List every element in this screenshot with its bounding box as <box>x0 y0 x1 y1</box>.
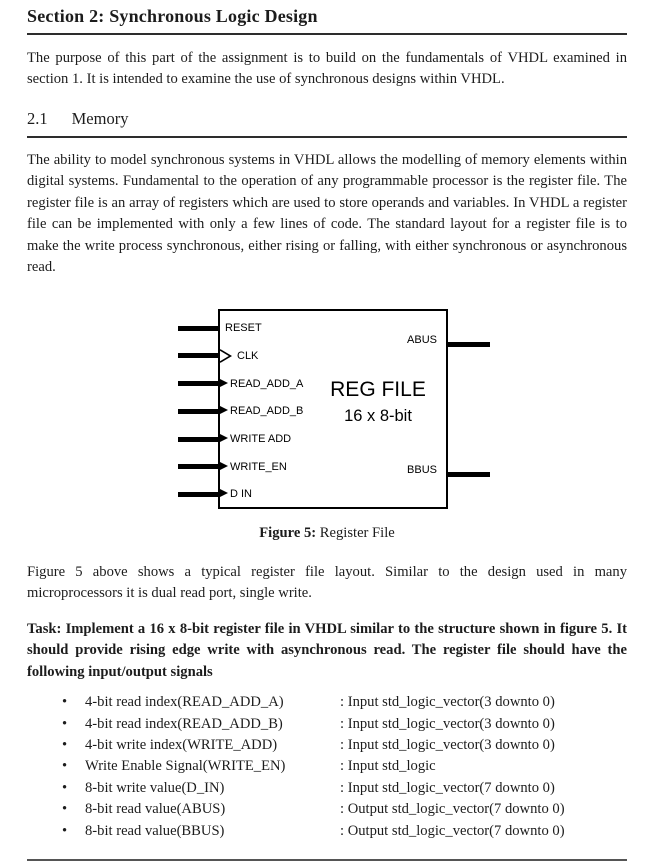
signal-desc: 4-bit read index(READ_ADD_B) <box>85 715 283 732</box>
bullet-icon: • <box>62 737 68 753</box>
subsection-heading <box>27 109 627 129</box>
signal-list-item <box>27 735 627 756</box>
memory-paragraph: The ability to model synchronous systems in VHDL allows the modelling of memory elements within digital systems. Fundamental to the operation of any programmable processor is the register file. The register file is an array of registers which are used to store operands and variables. In VHDL a register file can be implemented with only a few lines of code. The standard layout for a register file is to make the write process synchronous, either rising or falling, with either synchronous or asynchronous read. <box>27 151 627 276</box>
input-arrow-icon <box>220 379 228 387</box>
input-arrow-icon <box>220 489 228 497</box>
signal-list-item <box>27 756 627 777</box>
pin-line-clk <box>178 353 219 358</box>
pin-line-read-add-b <box>178 409 219 414</box>
pin-label-write-en: WRITE_EN <box>230 460 287 473</box>
out-line-bbus <box>447 472 490 477</box>
pin-label-write-add: WRITE ADD <box>230 432 292 445</box>
signal-list-item <box>27 778 627 799</box>
figure-caption-label: Figure 5: <box>259 524 317 541</box>
pin-label-reset: RESET <box>225 321 262 334</box>
signal-list-item <box>27 799 627 820</box>
bullet-icon: • <box>62 822 68 839</box>
signal-type: : Input std_logic <box>340 758 436 775</box>
subsection-title: Memory <box>71 108 129 128</box>
task-paragraph: Task: Implement a 16 x 8-bit register file in VHDL similar to the structure shown in figure 5. It should provide rising edge write with asynchronous read. The register file should have the following input/output signals <box>27 620 627 680</box>
bullet-icon: • <box>62 758 68 775</box>
subsection-rule <box>27 136 627 138</box>
signal-desc: 8-bit read value(BBUS) <box>85 822 225 839</box>
page-bottom-rule <box>27 859 627 861</box>
pin-label-d-in: D IN <box>230 487 252 500</box>
figure-caption <box>27 525 627 542</box>
signal-type: : Input std_logic_vector(3 downto 0) <box>340 694 555 711</box>
register-file-diagram <box>27 309 627 509</box>
pin-label-clk: CLK <box>237 349 259 362</box>
signal-desc: 8-bit read value(ABUS) <box>85 801 226 818</box>
out-line-abus <box>447 342 490 347</box>
input-arrow-icon <box>220 462 228 470</box>
out-label-bbus: BBUS <box>407 463 437 476</box>
signal-type: : Input std_logic_vector(3 downto 0) <box>340 737 555 753</box>
signal-desc: 4-bit read index(READ_ADD_A) <box>85 694 284 711</box>
pin-line-read-add-a <box>178 381 219 386</box>
signal-type: : Output std_logic_vector(7 downto 0) <box>340 801 565 818</box>
bullet-icon: • <box>62 801 68 818</box>
bullet-icon: • <box>62 779 68 796</box>
signal-type: : Input std_logic_vector(7 downto 0) <box>340 779 555 796</box>
signal-list <box>27 692 627 842</box>
pin-line-reset <box>178 326 219 331</box>
pin-line-write-add <box>178 437 219 442</box>
block-title <box>315 377 441 427</box>
clock-edge-icon <box>220 349 232 363</box>
figure-paragraph: Figure 5 above shows a typical register file layout. Similar to the design used in many microprocessors it is dual read port, single write. <box>27 563 627 602</box>
signal-list-item <box>27 714 627 735</box>
signal-desc: 4-bit write index(WRITE_ADD) <box>85 737 278 753</box>
pin-line-write-en <box>178 464 219 469</box>
heading-rule <box>27 33 627 35</box>
signal-desc: Write Enable Signal(WRITE_EN) <box>85 758 286 775</box>
subsection-number: 2.1 <box>27 108 48 128</box>
signal-desc: 8-bit write value(D_IN) <box>85 779 225 796</box>
signal-type: : Output std_logic_vector(7 downto 0) <box>340 822 565 839</box>
block-title-line2: 16 x 8-bit <box>344 406 412 425</box>
figure-caption-text: Register File <box>316 524 395 541</box>
signal-type: : Input std_logic_vector(3 downto 0) <box>340 715 555 732</box>
pin-label-read-add-a: READ_ADD_A <box>230 377 304 390</box>
out-label-abus: ABUS <box>407 333 437 346</box>
bullet-icon: • <box>62 694 68 711</box>
signal-list-item <box>27 821 627 842</box>
input-arrow-icon <box>220 434 228 442</box>
pin-label-read-add-b: READ_ADD_B <box>230 404 304 417</box>
input-arrow-icon <box>220 406 228 414</box>
block-title-line1: REG FILE <box>330 377 426 401</box>
pin-line-d-in <box>178 492 219 497</box>
intro-paragraph: The purpose of this part of the assignment is to build on the fundamentals of VHDL examined in section 1. It is intended to examine the use of synchronous designs within VHDL. <box>27 49 627 88</box>
bullet-icon: • <box>62 715 68 732</box>
section-heading: Section 2: Synchronous Logic Design <box>27 6 318 26</box>
signal-list-item <box>27 692 627 713</box>
